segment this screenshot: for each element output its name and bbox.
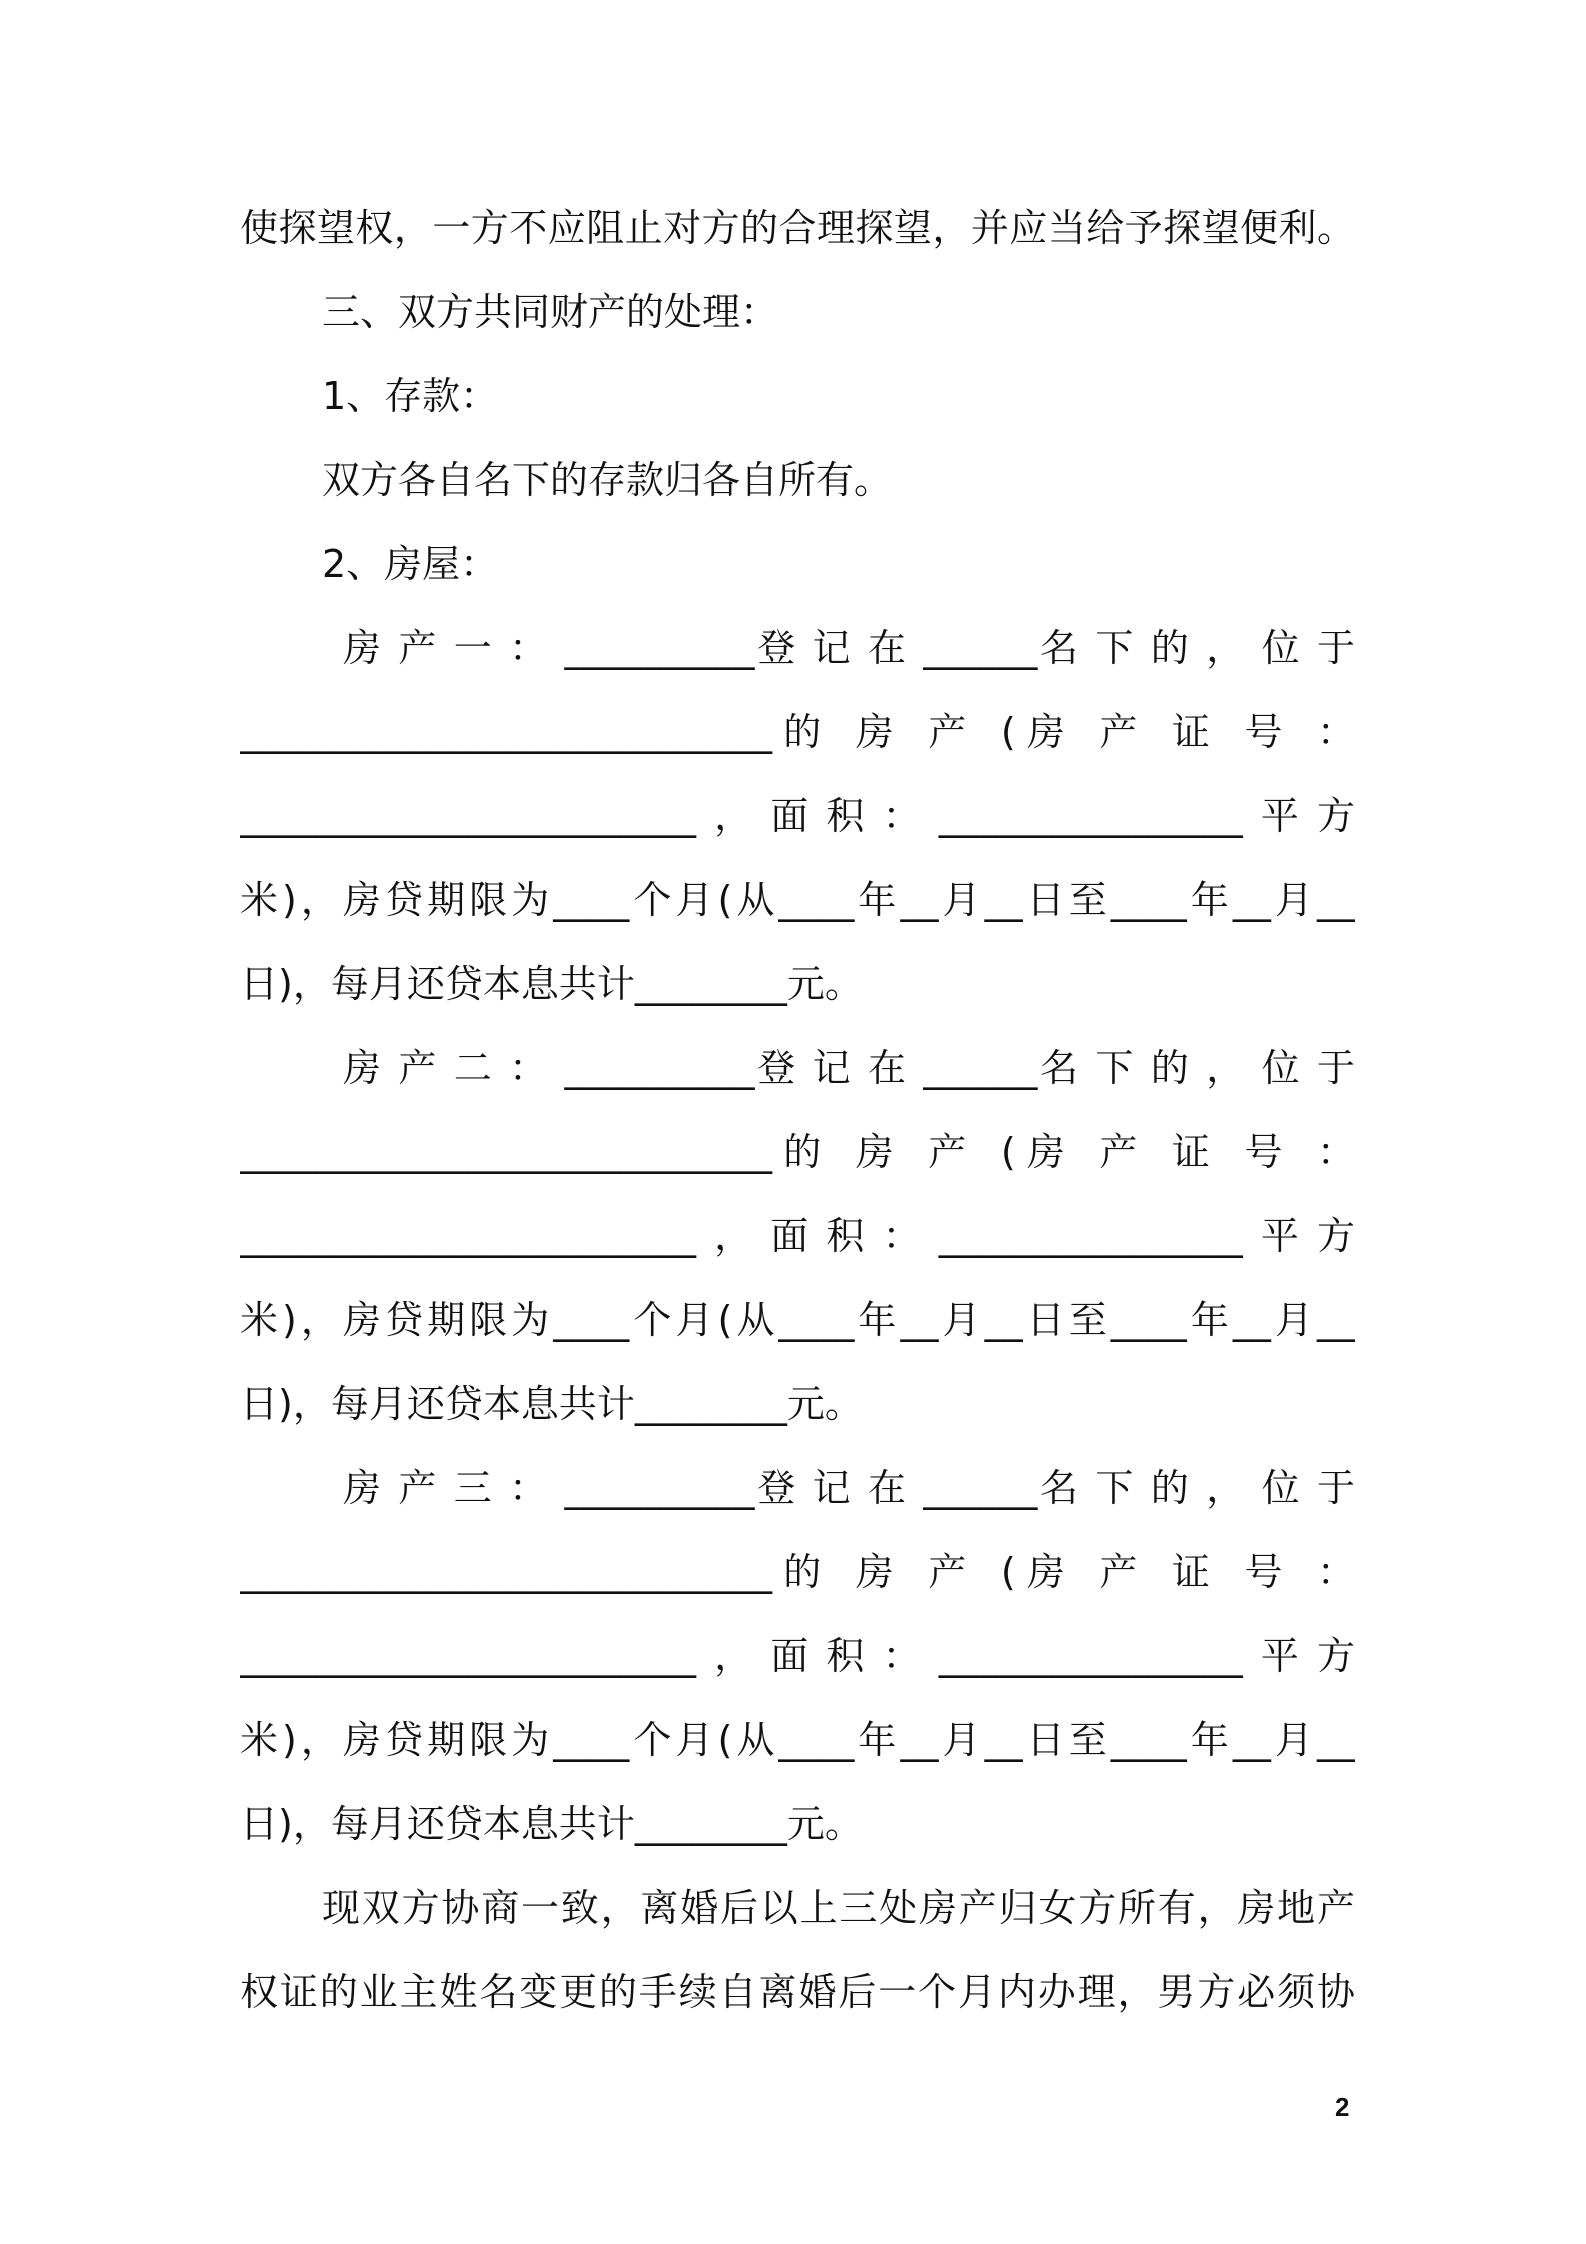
- subsection-heading: 2、房屋：: [322, 542, 499, 586]
- property-line: 日)，每月还贷本息共计________元。: [240, 1802, 863, 1846]
- property-line: ____________________________的 房 产 (房 产 证 号 ：: [240, 710, 1355, 754]
- property-line: 房 产 三 ： __________登 记 在 ______名 下 的 ， 位 于: [343, 1466, 1355, 1510]
- property-line: 米)，房贷期限为____个月(从____年__月__日至____年__月__: [240, 878, 1355, 922]
- property-line: 日)，每月还贷本息共计________元。: [240, 962, 863, 1006]
- subsection-heading: 1、存款：: [322, 374, 499, 418]
- paragraph-line: 现双方协商一致，离婚后以上三处房产归女方所有，房地产: [322, 1886, 1355, 1930]
- paragraph-line: 权证的业主姓名变更的手续自离婚后一个月内办理，男方必须协: [240, 1970, 1355, 2014]
- property-line: 米)，房贷期限为____个月(从____年__月__日至____年__月__: [240, 1298, 1355, 1342]
- property-line: ________________________，面积：________________平方: [240, 1214, 1355, 1258]
- property-line: 房 产 一 ： __________登 记 在 ______名 下 的 ， 位 于: [343, 626, 1355, 670]
- property-line: 房 产 二 ： __________登 记 在 ______名 下 的 ， 位 于: [343, 1046, 1355, 1090]
- property-line: ____________________________的 房 产 (房 产 证 号 ：: [240, 1130, 1355, 1174]
- page-number: 2: [1335, 2092, 1350, 2122]
- property-line: ________________________，面积：________________平方: [240, 794, 1355, 838]
- property-line: 米)，房贷期限为____个月(从____年__月__日至____年__月__: [240, 1718, 1355, 1762]
- section-heading: 三、双方共同财产的处理：: [322, 290, 779, 334]
- property-line: 日)，每月还贷本息共计________元。: [240, 1382, 863, 1426]
- paragraph-line: 使探望权，一方不应阻止对方的合理探望，并应当给予探望便利。: [240, 206, 1355, 250]
- property-line: ____________________________的 房 产 (房 产 证 号 ：: [240, 1550, 1355, 1594]
- paragraph-line: 双方各自名下的存款归各自所有。: [322, 458, 893, 502]
- property-line: ________________________，面积：________________平方: [240, 1634, 1355, 1678]
